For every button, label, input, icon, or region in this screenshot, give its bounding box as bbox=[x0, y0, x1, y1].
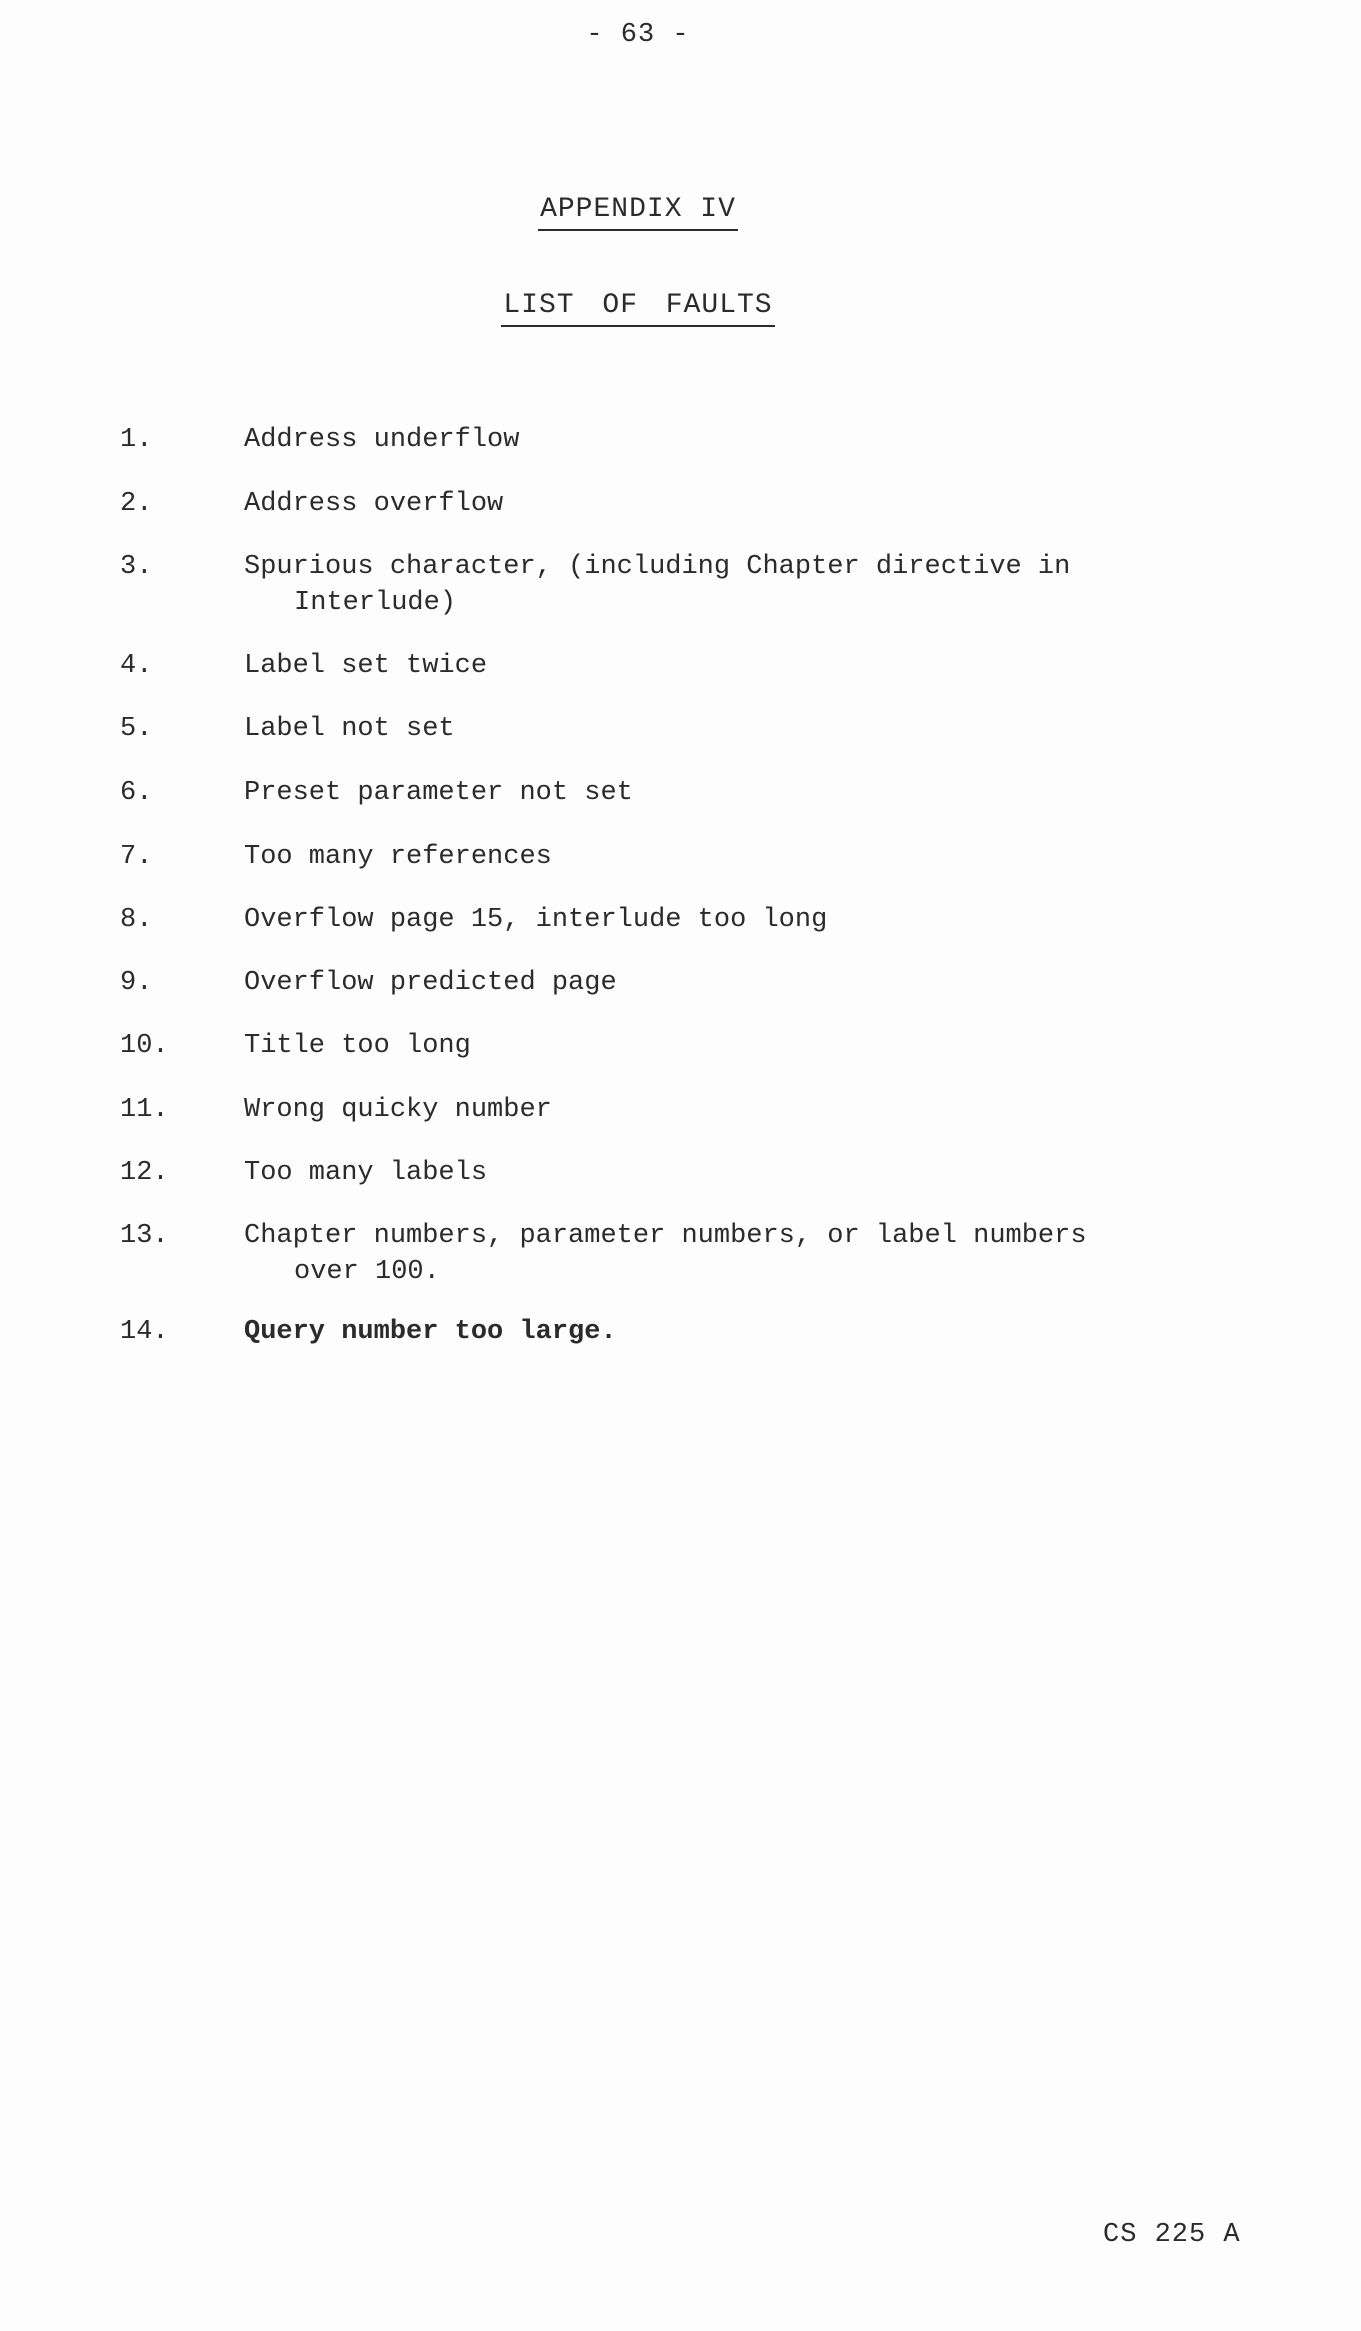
fault-text bbox=[244, 422, 1124, 458]
fault-text-continuation: over 100. bbox=[294, 1257, 440, 1287]
fault-text bbox=[244, 965, 1124, 1001]
fault-text bbox=[244, 775, 1124, 811]
fault-text-line: Title too long bbox=[244, 1031, 471, 1061]
fault-text-line: Address underflow bbox=[244, 425, 520, 455]
fault-number: 1. bbox=[120, 425, 153, 455]
fault-text-line: Overflow predicted page bbox=[244, 968, 617, 998]
fault-text bbox=[244, 711, 1124, 747]
fault-text bbox=[244, 486, 1124, 522]
fault-text-line: Wrong quicky number bbox=[244, 1095, 552, 1125]
fault-text-line: Too many references bbox=[244, 842, 552, 872]
fault-number: 11. bbox=[120, 1095, 169, 1125]
fault-text bbox=[244, 1028, 1124, 1064]
list-title-text: LIST OF FAULTS bbox=[501, 290, 774, 327]
fault-text bbox=[244, 648, 1124, 684]
appendix-heading bbox=[0, 194, 1276, 231]
document-code: CS 225 A bbox=[1103, 2220, 1241, 2250]
fault-text bbox=[244, 1314, 1124, 1350]
fault-text-line: Address overflow bbox=[244, 489, 504, 519]
fault-number: 8. bbox=[120, 905, 153, 935]
fault-text-line: Label set twice bbox=[244, 651, 488, 681]
fault-number: 13. bbox=[120, 1221, 169, 1251]
fault-text-line: Spurious character, (including Chapter directive in bbox=[244, 552, 1071, 582]
fault-number: 6. bbox=[120, 778, 153, 808]
fault-text bbox=[244, 1092, 1124, 1128]
fault-number: 7. bbox=[120, 842, 153, 872]
fault-text-line: Preset parameter not set bbox=[244, 778, 633, 808]
fault-number: 4. bbox=[120, 651, 153, 681]
fault-text-line: Chapter numbers, parameter numbers, or label numbers bbox=[244, 1221, 1087, 1251]
fault-text-line: Overflow page 15, interlude too long bbox=[244, 905, 828, 935]
fault-number: 14. bbox=[120, 1317, 169, 1347]
fault-number: 10. bbox=[120, 1031, 169, 1061]
fault-number: 9. bbox=[120, 968, 153, 998]
fault-text bbox=[244, 839, 1124, 875]
fault-number: 12. bbox=[120, 1158, 169, 1188]
fault-text bbox=[244, 902, 1124, 938]
fault-number: 5. bbox=[120, 714, 153, 744]
page-number: - 63 - bbox=[586, 20, 690, 50]
fault-text bbox=[244, 1218, 1124, 1290]
fault-text-line: Query number too large. bbox=[244, 1317, 617, 1347]
appendix-heading-text: APPENDIX IV bbox=[538, 194, 738, 231]
list-title bbox=[0, 290, 1276, 327]
fault-text-continuation: Interlude) bbox=[294, 588, 457, 618]
fault-number: 2. bbox=[120, 489, 153, 519]
fault-text bbox=[244, 549, 1124, 621]
fault-text-line: Too many labels bbox=[244, 1158, 488, 1188]
fault-text-line: Label not set bbox=[244, 714, 455, 744]
fault-text bbox=[244, 1155, 1124, 1191]
fault-number: 3. bbox=[120, 552, 153, 582]
